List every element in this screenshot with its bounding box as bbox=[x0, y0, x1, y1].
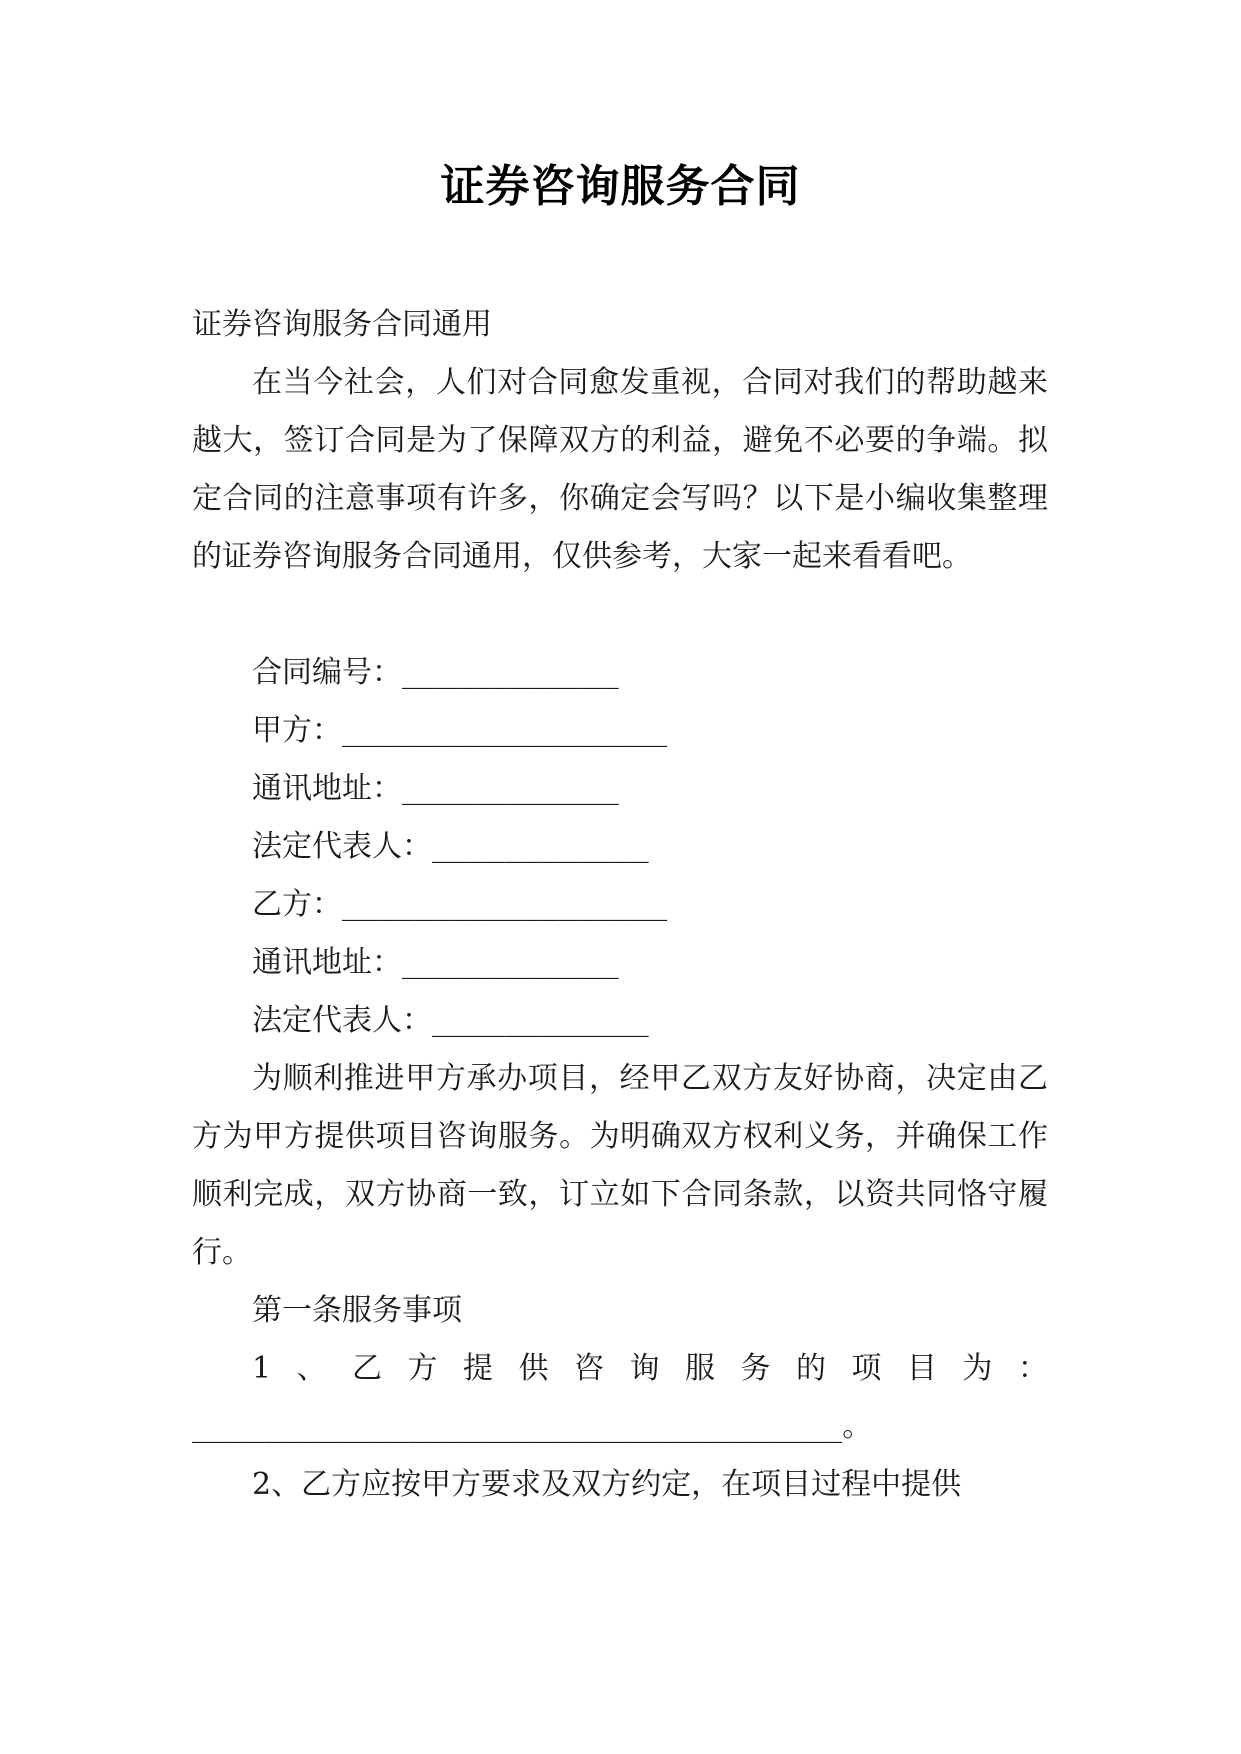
field-party-b bbox=[192, 876, 1048, 934]
item-1-blank-line: ____________________________________。 bbox=[192, 1409, 873, 1444]
field-label: 法定代表人： bbox=[252, 1003, 432, 1038]
document-body bbox=[192, 296, 1048, 1514]
item-1-char: 的 bbox=[795, 1351, 826, 1386]
item-1-char: 为 bbox=[962, 1351, 993, 1386]
field-label: 甲方： bbox=[252, 713, 342, 748]
item-1-char: 咨 bbox=[574, 1351, 604, 1386]
item-1-char: 乙 bbox=[352, 1351, 383, 1386]
field-blank: ____________ bbox=[432, 1003, 649, 1038]
item-1-char: 方 bbox=[407, 1351, 438, 1386]
field-party-b-address bbox=[192, 934, 1048, 992]
item-1-char: ： bbox=[1017, 1351, 1048, 1386]
item-1-char: 目 bbox=[906, 1351, 937, 1386]
field-blank: ____________ bbox=[432, 829, 649, 864]
item-1-blank bbox=[192, 1398, 1048, 1456]
article-1-heading: 第一条服务事项 bbox=[252, 1293, 462, 1328]
paragraph-gap bbox=[192, 586, 1048, 644]
item-1-char: 询 bbox=[629, 1351, 660, 1386]
item-1-char: 、 bbox=[296, 1351, 327, 1386]
field-blank: ____________ bbox=[402, 945, 619, 980]
field-party-a-representative bbox=[192, 818, 1048, 876]
document-subtitle: 证券咨询服务合同通用 bbox=[192, 307, 492, 342]
item-1-char: 务 bbox=[740, 1351, 771, 1386]
item-1-char: 供 bbox=[518, 1351, 549, 1386]
item-1-char: 提 bbox=[463, 1351, 494, 1386]
item-1-char: 1 bbox=[252, 1351, 272, 1386]
field-label: 通讯地址： bbox=[252, 771, 402, 806]
document-title: 证券咨询服务合同 bbox=[440, 161, 801, 212]
field-party-a-address bbox=[192, 760, 1048, 818]
intro-paragraph: 在当今社会，人们对合同愈发重视，合同对我们的帮助越来越大，签订合同是为了保障双方的利益，避免不必要的争端。拟定合同的注意事项有许多，你确定会写吗？以下是小编收集整理的证券咨询服务合同通用，仅供参考，大家一起来看看吧。 bbox=[192, 365, 1048, 574]
field-label: 合同编号： bbox=[252, 655, 402, 690]
item-1-text bbox=[192, 1340, 1048, 1398]
item-1-char: 服 bbox=[684, 1351, 715, 1386]
preamble-paragraph: 为顺利推进甲方承办项目，经甲乙双方友好协商，决定由乙方为甲方提供项目咨询服务。为明确双方权利义务，并确保工作顺利完成，双方协商一致，订立如下合同条款，以资共同恪守履行。 bbox=[192, 1061, 1048, 1270]
item-1-char: 项 bbox=[851, 1351, 882, 1386]
field-label: 通讯地址： bbox=[252, 945, 402, 980]
field-blank: ____________ bbox=[402, 655, 619, 690]
item-2-text: 2、乙方应按甲方要求及双方约定，在项目过程中提供 bbox=[252, 1467, 962, 1502]
field-label: 法定代表人： bbox=[252, 829, 432, 864]
field-party-b-representative bbox=[192, 992, 1048, 1050]
field-blank: __________________ bbox=[342, 887, 668, 922]
field-label: 乙方： bbox=[252, 887, 342, 922]
field-blank: ____________ bbox=[402, 771, 619, 806]
field-blank: __________________ bbox=[342, 713, 668, 748]
field-party-a bbox=[192, 702, 1048, 760]
field-contract-number bbox=[192, 644, 1048, 702]
